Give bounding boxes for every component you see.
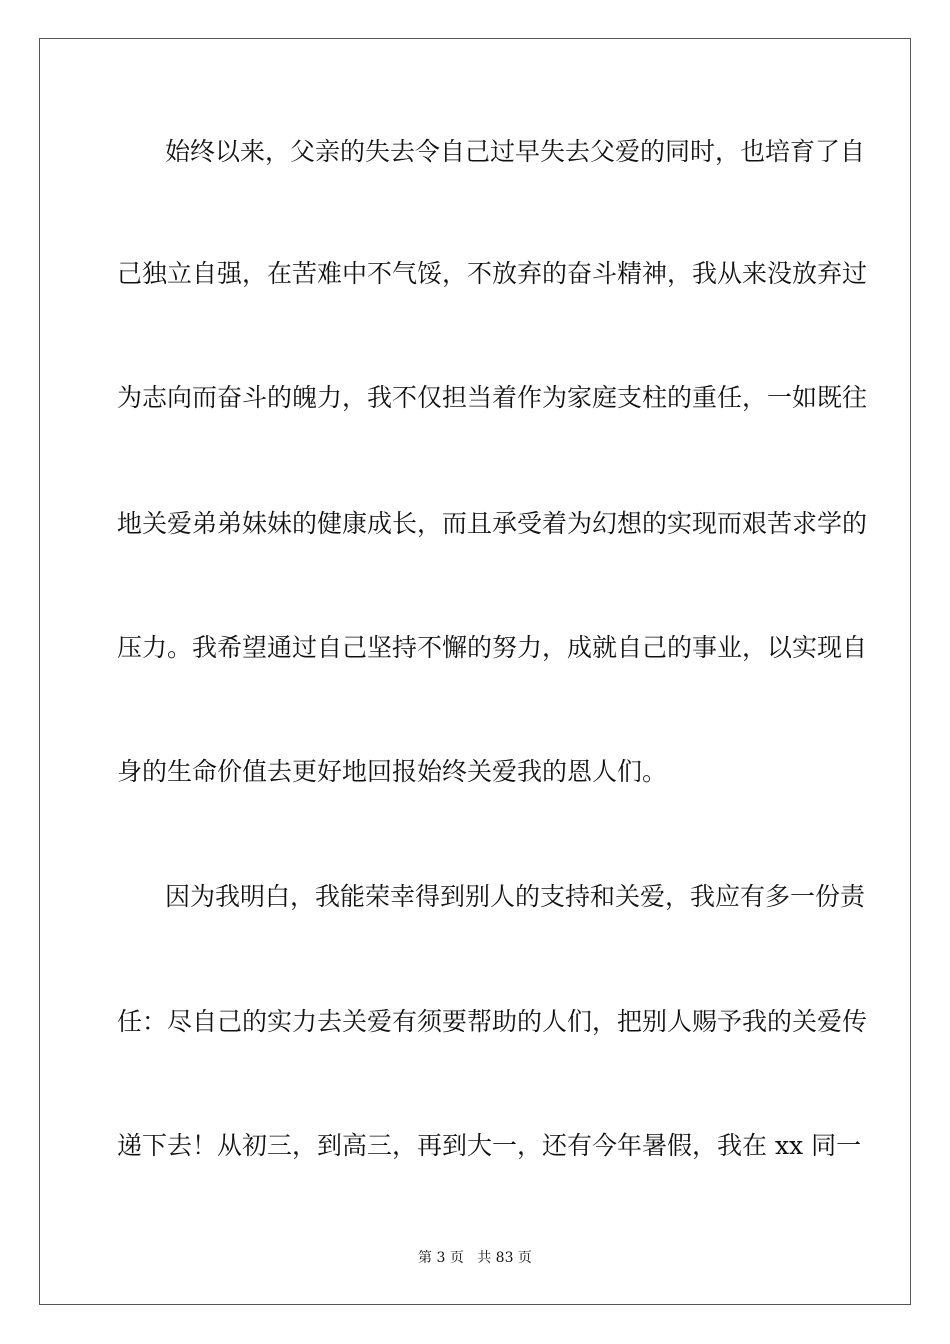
paragraph-1-line-1: 始终以来，父亲的失去令自己过早失去父爱的同时，也培育了自 [165, 137, 866, 166]
paragraph-1-line-2: 己独立自强，在苦难中不气馁，不放弃的奋斗精神，我从来没放弃过 [117, 259, 868, 288]
paragraph-1-line-3: 为志向而奋斗的魄力，我不仅担当着作为家庭支柱的重任，一如既往 [117, 383, 868, 412]
paragraph-2-line-3: 递下去！从初三，到高三，再到大一，还有今年暑假，我在 xx 同一 [117, 1131, 862, 1160]
page-border [39, 38, 911, 1305]
paragraph-1-line-6: 身的生命价值去更好地回报始终关爱我的恩人们。 [117, 757, 668, 786]
page-footer [0, 1247, 950, 1267]
page-number: 第 3 页 [418, 1250, 464, 1266]
paragraph-2-line-2: 任：尽自己的实力去关爱有须要帮助的人们，把别人赐予我的关爱传 [117, 1007, 868, 1036]
paragraph-1-line-5: 压力。我希望通过自己坚持不懈的努力，成就自己的事业，以实现自 [117, 633, 868, 662]
page-total: 共 83 页 [477, 1250, 532, 1266]
paragraph-2-line-1: 因为我明白，我能荣幸得到别人的支持和关爱，我应有多一份责 [165, 882, 866, 911]
paragraph-1-line-4: 地关爱弟弟妹妹的健康成长，而且承受着为幻想的实现而艰苦求学的 [117, 509, 868, 538]
